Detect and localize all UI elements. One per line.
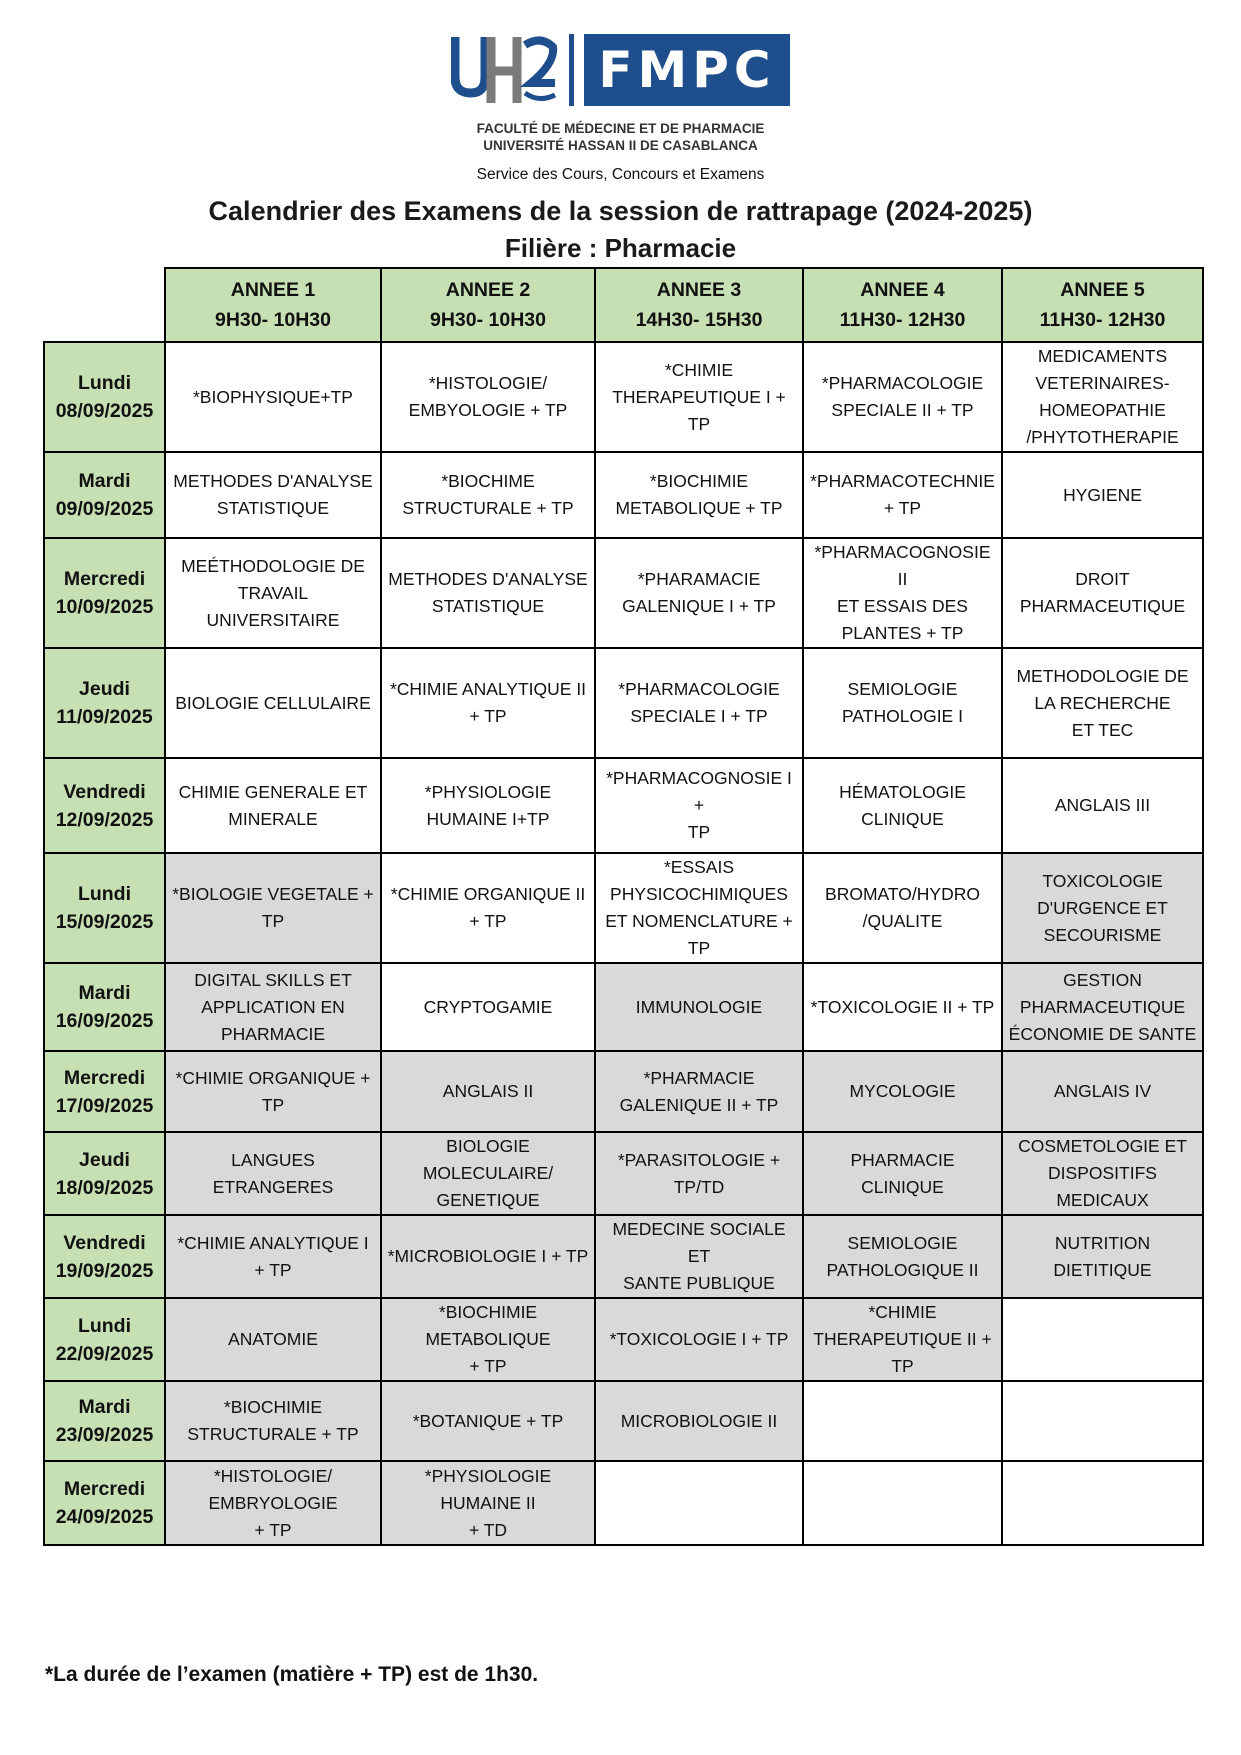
day-date: 10/09/2025 [55, 596, 154, 618]
day-cell [44, 1381, 165, 1461]
column-year: ANNEE 2 [445, 279, 531, 301]
exam-cell-line: SEMIOLOGIE [847, 679, 958, 699]
exam-cell-line: *BIOPHYSIQUE+TP [193, 386, 353, 407]
exam-cell [595, 758, 803, 853]
day-cell [44, 1461, 165, 1545]
day-date: 11/09/2025 [56, 706, 153, 728]
exam-cell [165, 342, 381, 452]
exam-cell [1002, 648, 1203, 758]
exam-cell-line: METABOLIQUE [425, 1329, 551, 1349]
exam-cell-line: PHARMACEUTIQUE [1019, 596, 1186, 616]
exam-cell [165, 853, 381, 963]
table-row [44, 538, 1203, 648]
exam-cell-line: CHIMIE GENERALE ET [178, 781, 368, 802]
exam-cell-line: MEDICAUX [1056, 1190, 1149, 1210]
table-row [44, 452, 1203, 538]
day-date: 12/09/2025 [55, 808, 154, 831]
exam-cell [803, 648, 1002, 758]
exam-cell-line: + TP [883, 498, 922, 518]
day-name: Mercredi [63, 1066, 146, 1089]
day-name: Mercredi [63, 568, 146, 590]
day-name: Mardi [78, 470, 131, 492]
exam-cell-line: TP [687, 938, 711, 958]
column-year: ANNEE 4 [860, 279, 945, 301]
exam-cell-line: STRUCTURALE + TP [402, 498, 574, 518]
exam-cell [803, 1298, 1002, 1381]
exam-cell-line: COSMETOLOGIE ET [1018, 1136, 1187, 1156]
exam-cell [1002, 452, 1203, 538]
exam-cell [1002, 342, 1203, 452]
exam-cell-line: *PHARMACOGNOSIE I + [606, 768, 792, 815]
exam-cell-line: /PHYTOTHERAPIE [1026, 427, 1179, 447]
exam-cell-line: + TP [254, 1259, 292, 1280]
exam-cell-line: GALENIQUE I + TP [622, 596, 776, 616]
day-cell [44, 853, 165, 963]
exam-cell [803, 853, 1002, 963]
day-name: Lundi [77, 883, 132, 905]
exam-cell [803, 1132, 1002, 1215]
day-cell [44, 342, 165, 452]
exam-cell-line: DISPOSITIFS [1048, 1163, 1157, 1183]
exam-cell-line: ET ESSAIS DES [837, 596, 968, 616]
exam-cell-line: APPLICATION EN [201, 996, 345, 1017]
column-time: 11H30- 12H30 [839, 309, 966, 331]
exam-cell [803, 1051, 1002, 1132]
exam-cell-line: MEÉTHODOLOGIE DE [181, 555, 365, 576]
uh2c-logo-icon [451, 33, 559, 107]
exam-cell-line: HUMAINE I+TP [426, 808, 550, 829]
exam-cell-line: *CHIMIE ORGANIQUE + [175, 1067, 371, 1088]
exam-cell-line: SANTE PUBLIQUE [623, 1273, 775, 1293]
exam-cell-line: *TOXICOLOGIE II + TP [810, 996, 995, 1017]
day-date: 08/09/2025 [55, 400, 154, 422]
day-name: Mardi [78, 1396, 131, 1418]
day-cell [44, 1051, 165, 1132]
exam-cell-line: THERAPEUTIQUE II + [813, 1329, 992, 1349]
exam-cell-line: *PHARMACIE [643, 1067, 755, 1088]
exam-cell-line: THERAPEUTIQUE I + TP [612, 386, 786, 434]
exam-cell-line: LA RECHERCHE [1034, 692, 1171, 713]
table-row [44, 648, 1203, 758]
exam-cell [381, 963, 595, 1051]
exam-cell [1002, 538, 1203, 648]
exam-cell-line: MEDICAMENTS [1037, 346, 1168, 366]
table-row [44, 758, 1203, 853]
exam-cell-line: *PARASITOLOGIE + [617, 1149, 781, 1170]
day-cell [44, 963, 165, 1051]
day-date: 22/09/2025 [55, 1342, 154, 1365]
exam-cell [595, 853, 803, 963]
exam-cell-line: *BIOLOGIE VEGETALE + [172, 884, 374, 904]
exam-cell [1002, 1298, 1203, 1381]
exam-cell [381, 1461, 595, 1545]
exam-cell [1002, 1051, 1203, 1132]
day-name: Vendredi [63, 780, 146, 803]
exam-cell-line: PATHOLOGIQUE II [826, 1259, 979, 1280]
column-time: 14H30- 15H30 [635, 309, 763, 331]
exam-cell-line: *MICROBIOLOGIE I + TP [387, 1246, 589, 1266]
table-row [44, 1215, 1203, 1298]
exam-cell-line: GENETIQUE [436, 1190, 540, 1210]
exam-schedule-table [43, 267, 1204, 1546]
exam-cell-line: METHODES D'ANALYSE [388, 569, 588, 589]
exam-cell-line: *BIOCHIMIE [438, 1302, 538, 1322]
exam-cell [381, 853, 595, 963]
exam-cell-line: NUTRITION [1054, 1232, 1151, 1253]
table-row [44, 853, 1203, 963]
column-header [165, 268, 381, 342]
table-row [44, 1132, 1203, 1215]
exam-cell-line: CLINIQUE [861, 808, 944, 829]
exam-cell-line: *PHYSIOLOGIE [424, 1465, 552, 1486]
day-cell [44, 1215, 165, 1298]
exam-cell [381, 342, 595, 452]
exam-cell-line: MINERALE [228, 808, 318, 829]
logo-separator [569, 34, 574, 106]
table-row [44, 963, 1203, 1051]
exam-cell-line: + TD [468, 1519, 508, 1540]
exam-cell-line: PLANTES + TP [841, 623, 964, 643]
exam-cell [595, 1298, 803, 1381]
exam-cell-line: *ESSAIS [663, 857, 735, 877]
service-name: Service des Cours, Concours et Examens [476, 166, 765, 183]
exam-cell-line: ANGLAIS III [1054, 795, 1151, 815]
exam-cell-line: HOMEOPATHIE [1039, 400, 1166, 420]
exam-cell-line: ANGLAIS II [442, 1081, 534, 1101]
day-name: Lundi [77, 372, 132, 394]
exam-cell-line: BIOLOGIE [446, 1136, 530, 1156]
page-title: Calendrier des Examens de la session de rattrapage (2024-2025) [208, 196, 1033, 226]
exam-cell-line: DROIT [1075, 569, 1130, 589]
exam-cell-line: *PHARMACOGNOSIE II [814, 542, 991, 589]
exam-cell [165, 538, 381, 648]
exam-cell [595, 1381, 803, 1461]
exam-cell [803, 758, 1002, 853]
exam-cell-line: TP/TD [673, 1176, 725, 1197]
exam-cell-line: MOLECULAIRE/ [422, 1163, 554, 1183]
exam-cell-line: PATHOLOGIE I [842, 706, 963, 726]
exam-cell-line: SECOURISME [1043, 924, 1162, 945]
page-header [0, 30, 1241, 264]
faculty-line-1: FACULTÉ DE MÉDECINE ET DE PHARMACIE [476, 121, 765, 136]
exam-cell-line: TP [261, 1094, 285, 1115]
exam-cell [165, 1298, 381, 1381]
exam-cell-line: ANGLAIS IV [1053, 1081, 1152, 1101]
exam-cell [165, 963, 381, 1051]
exam-cell-line: + TP [469, 706, 507, 726]
exam-cell-line: *BOTANIQUE + TP [412, 1410, 564, 1431]
day-cell [44, 452, 165, 538]
table-row [44, 1461, 1203, 1545]
exam-cell-line: + TP [469, 911, 507, 931]
day-cell [44, 648, 165, 758]
exam-cell-line: *HISTOLOGIE/ [213, 1465, 333, 1486]
exam-cell-line: ET NOMENCLATURE + [605, 911, 793, 931]
exam-cell [595, 1215, 803, 1298]
day-cell [44, 1298, 165, 1381]
exam-cell-line: *BIOCHIME [441, 471, 535, 491]
exam-cell-line: *HISTOLOGIE/ [428, 373, 548, 393]
day-cell [44, 538, 165, 648]
exam-cell-line: D'URGENCE ET [1037, 897, 1168, 918]
exam-cell [803, 538, 1002, 648]
column-time: 9H30- 10H30 [430, 309, 546, 331]
exam-cell [165, 452, 381, 538]
day-date: 24/09/2025 [55, 1506, 154, 1528]
day-name: Lundi [77, 1314, 132, 1337]
exam-cell-line: TRAVAIL UNIVERSITAIRE [206, 582, 340, 630]
fmpc-logo: FMPC [584, 34, 789, 106]
column-header [381, 268, 595, 342]
exam-cell-line: TOXICOLOGIE [1042, 870, 1163, 891]
exam-cell-line: PHARMACIE [220, 1023, 326, 1044]
column-header [1002, 268, 1203, 342]
exam-cell-line: *PHARAMACIE [637, 569, 761, 589]
exam-cell [381, 1381, 595, 1461]
exam-cell-line: ÉCONOMIE DE SANTE [1008, 1023, 1197, 1044]
column-time: 11H30- 12H30 [1039, 309, 1166, 331]
exam-cell-line: STATISTIQUE [216, 498, 330, 518]
exam-cell-line: SPECIALE II + TP [831, 400, 974, 420]
day-name: Jeudi [79, 678, 130, 700]
table-row [44, 1381, 1203, 1461]
exam-cell [803, 1461, 1002, 1545]
footnote: *La durée de l’examen (matière + TP) est de 1h30. [45, 1663, 539, 1686]
faculty-name [0, 120, 1241, 154]
exam-cell [595, 1461, 803, 1545]
exam-cell-line: *PHARMACOLOGIE [821, 373, 984, 393]
day-date: 16/09/2025 [55, 1010, 154, 1032]
exam-cell [595, 1051, 803, 1132]
exam-cell-line: *CHIMIE ANALYTIQUE II [389, 679, 587, 699]
exam-cell-line: METABOLIQUE + TP [615, 498, 783, 518]
day-date: 15/09/2025 [55, 911, 154, 933]
exam-cell [595, 452, 803, 538]
exam-cell-line: *TOXICOLOGIE I + TP [609, 1329, 789, 1349]
day-date: 19/09/2025 [55, 1259, 154, 1282]
day-name: Mercredi [63, 1478, 146, 1500]
exam-cell-line: BIOLOGIE CELLULAIRE [175, 692, 371, 713]
faculty-line-2: UNIVERSITÉ HASSAN II DE CASABLANCA [483, 138, 758, 153]
column-year: ANNEE 1 [230, 279, 316, 301]
exam-cell [803, 963, 1002, 1051]
exam-cell-line: + TP [469, 1356, 507, 1376]
column-header [803, 268, 1002, 342]
exam-cell-line: METHODES D'ANALYSE [173, 471, 373, 491]
exam-cell [1002, 758, 1203, 853]
column-time: 9H30- 10H30 [215, 309, 331, 331]
exam-cell [381, 1051, 595, 1132]
exam-cell-line: TP [891, 1356, 914, 1376]
day-date: 23/09/2025 [55, 1424, 154, 1446]
day-name: Vendredi [63, 1231, 146, 1254]
exam-cell-line: BROMATO/HYDRO [825, 884, 980, 904]
exam-cell-line: *PHARMACOTECHNIE [810, 471, 995, 491]
exam-cell-line: MEDECINE SOCIALE ET [612, 1219, 786, 1266]
exam-cell-line: STRUCTURALE + TP [187, 1424, 359, 1444]
table-row [44, 1051, 1203, 1132]
exam-cell-line: HUMAINE II [440, 1492, 536, 1513]
exam-cell [165, 1215, 381, 1298]
exam-cell [381, 1298, 595, 1381]
day-date: 17/09/2025 [55, 1094, 154, 1117]
logo [0, 30, 1241, 110]
exam-cell [595, 538, 803, 648]
exam-cell [165, 648, 381, 758]
exam-cell-line: *CHIMIE ANALYTIQUE I [177, 1232, 369, 1253]
exam-cell-line: DIETITIQUE [1053, 1259, 1152, 1280]
exam-cell [803, 452, 1002, 538]
exam-cell [595, 648, 803, 758]
exam-cell [1002, 1215, 1203, 1298]
exam-cell-line: ANATOMIE [228, 1329, 318, 1349]
exam-cell-line: *CHIMIE [664, 359, 734, 380]
exam-cell-line: GESTION [1063, 969, 1142, 990]
table-row [44, 1298, 1203, 1381]
exam-cell [381, 538, 595, 648]
exam-cell [595, 1132, 803, 1215]
exam-cell [165, 1051, 381, 1132]
corner-cell [44, 268, 165, 342]
exam-cell-line: SEMIOLOGIE [847, 1232, 958, 1253]
day-date: 09/09/2025 [55, 498, 154, 520]
day-name: Jeudi [79, 1148, 130, 1171]
exam-cell [1002, 1132, 1203, 1215]
exam-cell-line: ET TEC [1071, 719, 1134, 740]
exam-cell [1002, 853, 1203, 963]
exam-cell-line: GALENIQUE II + TP [619, 1094, 779, 1115]
day-name: Mardi [78, 982, 131, 1004]
exam-cell-line: PHARMACIE CLINIQUE [850, 1149, 955, 1197]
exam-cell [803, 1381, 1002, 1461]
column-header [595, 268, 803, 342]
table-header-row [44, 268, 1203, 342]
exam-cell [1002, 963, 1203, 1051]
page-subtitle: Filière : Pharmacie [504, 233, 737, 263]
exam-cell-line: EMBRYOLOGIE [208, 1492, 338, 1513]
exam-cell [595, 963, 803, 1051]
exam-cell [165, 758, 381, 853]
exam-cell [381, 648, 595, 758]
table-row [44, 342, 1203, 452]
exam-cell [381, 1215, 595, 1298]
exam-cell-line: LANGUES ETRANGERES [212, 1149, 334, 1197]
exam-cell-line: CRYPTOGAMIE [423, 996, 553, 1017]
exam-cell-line: MYCOLOGIE [849, 1081, 956, 1101]
exam-cell-line: *CHIMIE [868, 1302, 937, 1322]
exam-cell-line: *BIOCHIMIE [223, 1397, 323, 1417]
exam-cell-line: + TP [254, 1519, 292, 1540]
day-cell [44, 758, 165, 853]
exam-cell [1002, 1381, 1203, 1461]
exam-cell [381, 452, 595, 538]
exam-cell-line: DIGITAL SKILLS ET [194, 969, 352, 990]
exam-cell [803, 1215, 1002, 1298]
exam-cell-line: *CHIMIE ORGANIQUE II [390, 884, 586, 904]
column-year: ANNEE 5 [1060, 279, 1145, 301]
day-cell [44, 1132, 165, 1215]
exam-cell [381, 758, 595, 853]
exam-cell [1002, 1461, 1203, 1545]
exam-cell [165, 1381, 381, 1461]
exam-cell-line: HYGIENE [1063, 484, 1142, 505]
exam-cell [381, 1132, 595, 1215]
exam-cell-line: TP [687, 822, 711, 842]
exam-cell-line: EMBYOLOGIE + TP [408, 400, 568, 420]
exam-cell-line: METHODOLOGIE DE [1016, 665, 1189, 686]
exam-cell-line: *PHYSIOLOGIE [424, 781, 552, 802]
exam-cell-line: VETERINAIRES- [1035, 373, 1170, 393]
exam-cell-line: /QUALITE [862, 911, 943, 931]
exam-cell-line: SPECIALE I + TP [630, 706, 768, 726]
exam-cell-line: TP [261, 911, 285, 931]
exam-cell [595, 342, 803, 452]
exam-cell-line: PHARMACEUTIQUE [1019, 996, 1186, 1017]
exam-cell-line: MICROBIOLOGIE II [620, 1410, 778, 1431]
exam-cell [165, 1132, 381, 1215]
exam-cell [803, 342, 1002, 452]
exam-cell-line: HÉMATOLOGIE [839, 781, 966, 802]
exam-cell [165, 1461, 381, 1545]
exam-cell-line: *BIOCHIMIE [649, 471, 749, 491]
exam-cell-line: IMMUNOLOGIE [635, 996, 763, 1017]
column-year: ANNEE 3 [656, 279, 742, 301]
exam-cell-line: PHYSICOCHIMIQUES [610, 884, 788, 904]
exam-cell-line: *PHARMACOLOGIE [618, 679, 780, 699]
exam-cell-line: STATISTIQUE [431, 596, 545, 616]
day-date: 18/09/2025 [55, 1176, 154, 1199]
